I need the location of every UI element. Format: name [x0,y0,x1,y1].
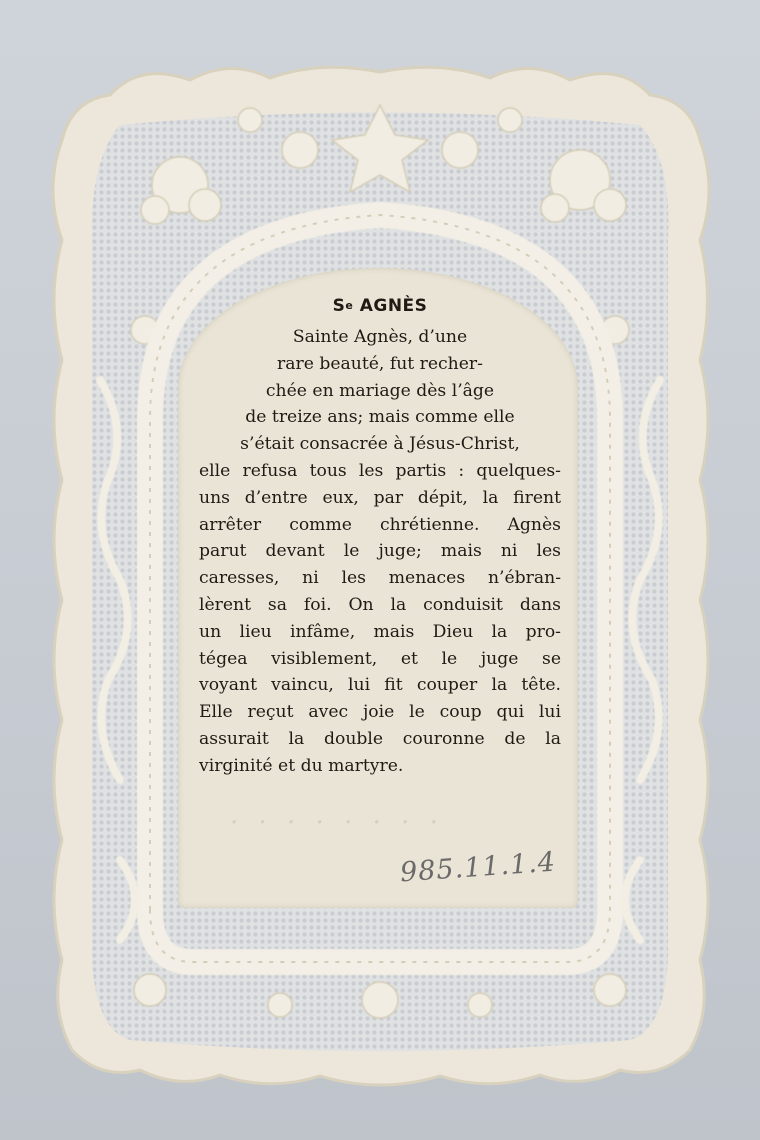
title-name: AGNÈS [359,296,428,316]
text-line: un lieu infâme, mais Dieu la pro- [199,621,561,642]
card-title [196,296,564,316]
text-line: Elle reçut avec joie le coup qui lui [199,702,561,723]
text-line: tégea visiblement, et le juge se [199,648,561,669]
prayer-text-block [196,290,564,780]
text-line: voyant vaincu, lui fit couper la tête. [199,675,561,696]
text-line: caresses, ni les menaces n’ébran- [199,568,561,589]
faint-show-through-text: · · · · · · · · [230,808,444,838]
text-line: virginité et du martyre. [199,755,404,776]
text-line: lèrent sa foi. On la conduisit dans [199,594,561,615]
text-line: Sainte Agnès, d’une [292,327,468,347]
inventory-number: 985.11.1.4 [399,846,557,889]
text-line: assurait la double couronne de la [199,728,561,749]
text-line: parut devant le juge; mais ni les [199,541,561,562]
title-prefix: S [332,296,346,316]
text-line: uns d’entre eux, par dépit, la firent [199,487,561,508]
text-line: elle refusa tous les partis : quelques- [199,460,561,481]
text-line: arrêter comme chrétienne. Agnès [199,514,561,535]
text-line: s’était consacrée à Jésus-Christ, [240,434,520,455]
text-line: rare beauté, fut recher- [277,353,483,374]
text-line: chée en mariage dès l’âge [265,380,495,401]
text-line: de treize ans; mais comme elle [245,407,515,428]
title-superscript: e [345,299,354,312]
